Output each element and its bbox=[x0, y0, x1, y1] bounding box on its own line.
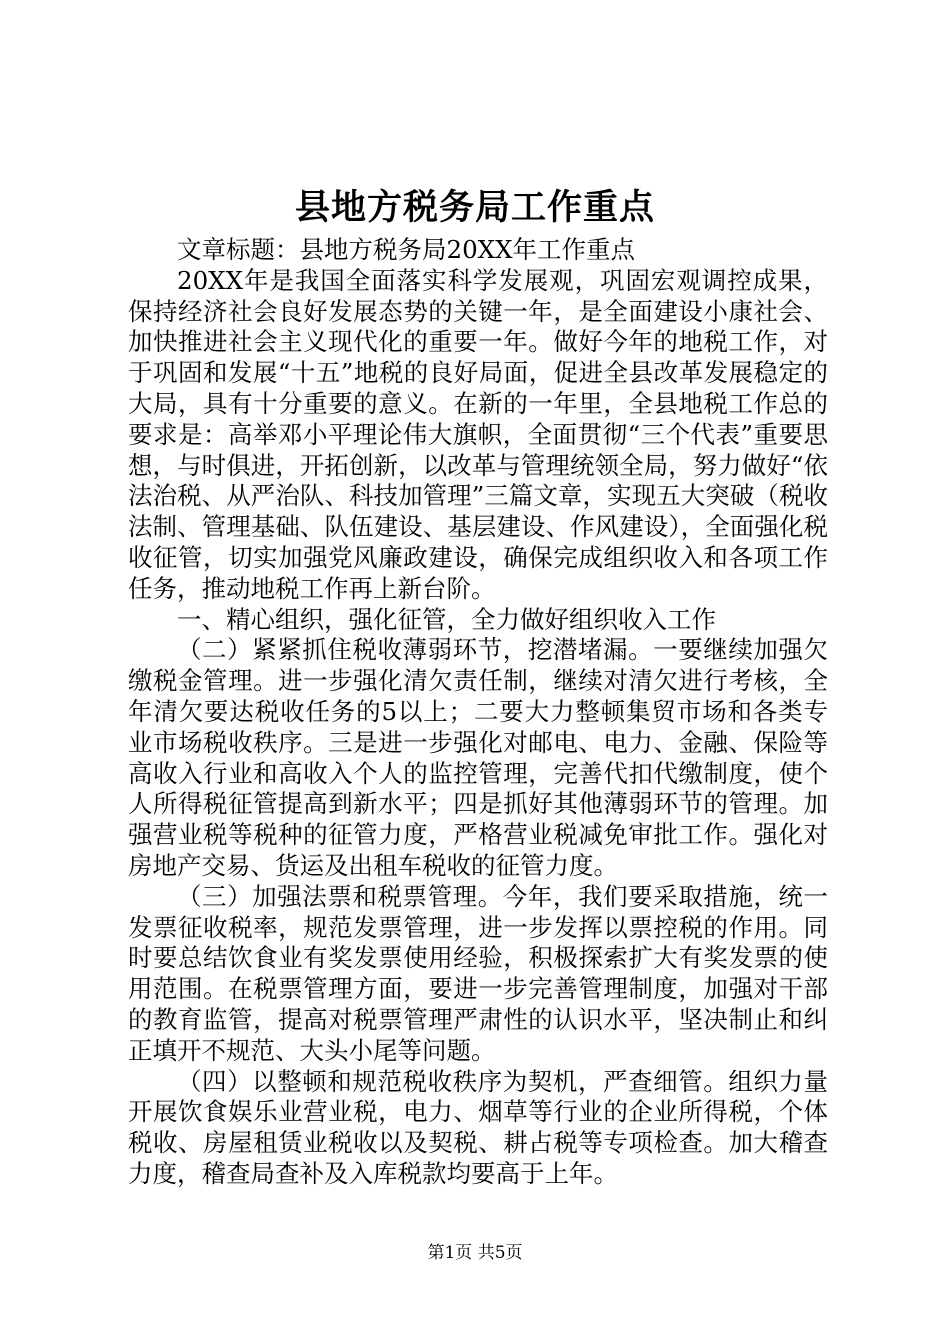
paragraph-item-3: （三）加强法票和税票管理。今年，我们要采取措施，统一发票征收税率，规范发票管理，进一步发挥以票控税的作用。同时要总结饮食业有奖发票使用经验，积极探索扩大有奖发票的使用范围。在税票管理方面，要进一步完善管理制度，加强对干部的教育监管，提高对税票管理严肃性的认识水平，坚决制止和纠正填开不规范、大头小尾等问题。 bbox=[128, 881, 828, 1065]
page-number-footer: 第1页 共5页 bbox=[427, 1243, 523, 1263]
document-title: 县地方税务局工作重点 bbox=[294, 187, 655, 228]
paragraph-item-4: （四）以整顿和规范税收秩序为契机，严查细管。组织力量开展饮食娱乐业营业税，电力、烟草等行业的企业所得税，个体税收、房屋租赁业税收以及契税、耕占税等专项检查。加大稽查力度，稽查局查补及入库税款均要高于上年。 bbox=[128, 1066, 828, 1188]
document-body bbox=[128, 235, 828, 1190]
section-heading-1: 一、精心组织，强化征管，全力做好组织收入工作 bbox=[177, 604, 716, 634]
paragraph-article-title: 文章标题：县地方税务局20XX年工作重点 bbox=[177, 235, 636, 264]
paragraph-item-2: （二）紧紧抓住税收薄弱环节，挖潜堵漏。一要继续加强欠缴税金管理。进一步强化清欠责任制，继续对清欠进行考核，全年清欠要达税收任务的5以上；二要大力整顿集贸市场和各类专业市场税收秩序。三是进一步强化对邮电、电力、金融、保险等高收入行业和高收入个人的监控管理，完善代扣代缴制度，使个人所得税征管提高到新水平；四是抓好其他薄弱环节的管理。加强营业税等税种的征管力度，严格营业税减免审批工作。强化对房地产交易、货运及出租车税收的征管力度。 bbox=[128, 635, 828, 880]
paragraph-intro: 20XX年是我国全面落实科学发展观，巩固宏观调控成果，保持经济社会良好发展态势的关键一年，是全面建设小康社会、加快推进社会主义现代化的重要一年。做好今年的地税工作，对于巩固和发展“十五”地税的良好局面，促进全县改革发展稳定的大局，具有十分重要的意义。在新的一年里，全县地税工作总的要求是：高举邓小平理论伟大旗帜，全面贯彻“三个代表”重要思想，与时俱进，开拓创新，以改革与管理统领全局，努力做好“依法治税、从严治队、科技加管理”三篇文章，实现五大突破（税收法制、管理基础、队伍建设、基层建设、作风建设），全面强化税收征管，切实加强党风廉政建设，确保完成组织收入和各项工作任务，推动地税工作再上新台阶。 bbox=[128, 265, 828, 603]
